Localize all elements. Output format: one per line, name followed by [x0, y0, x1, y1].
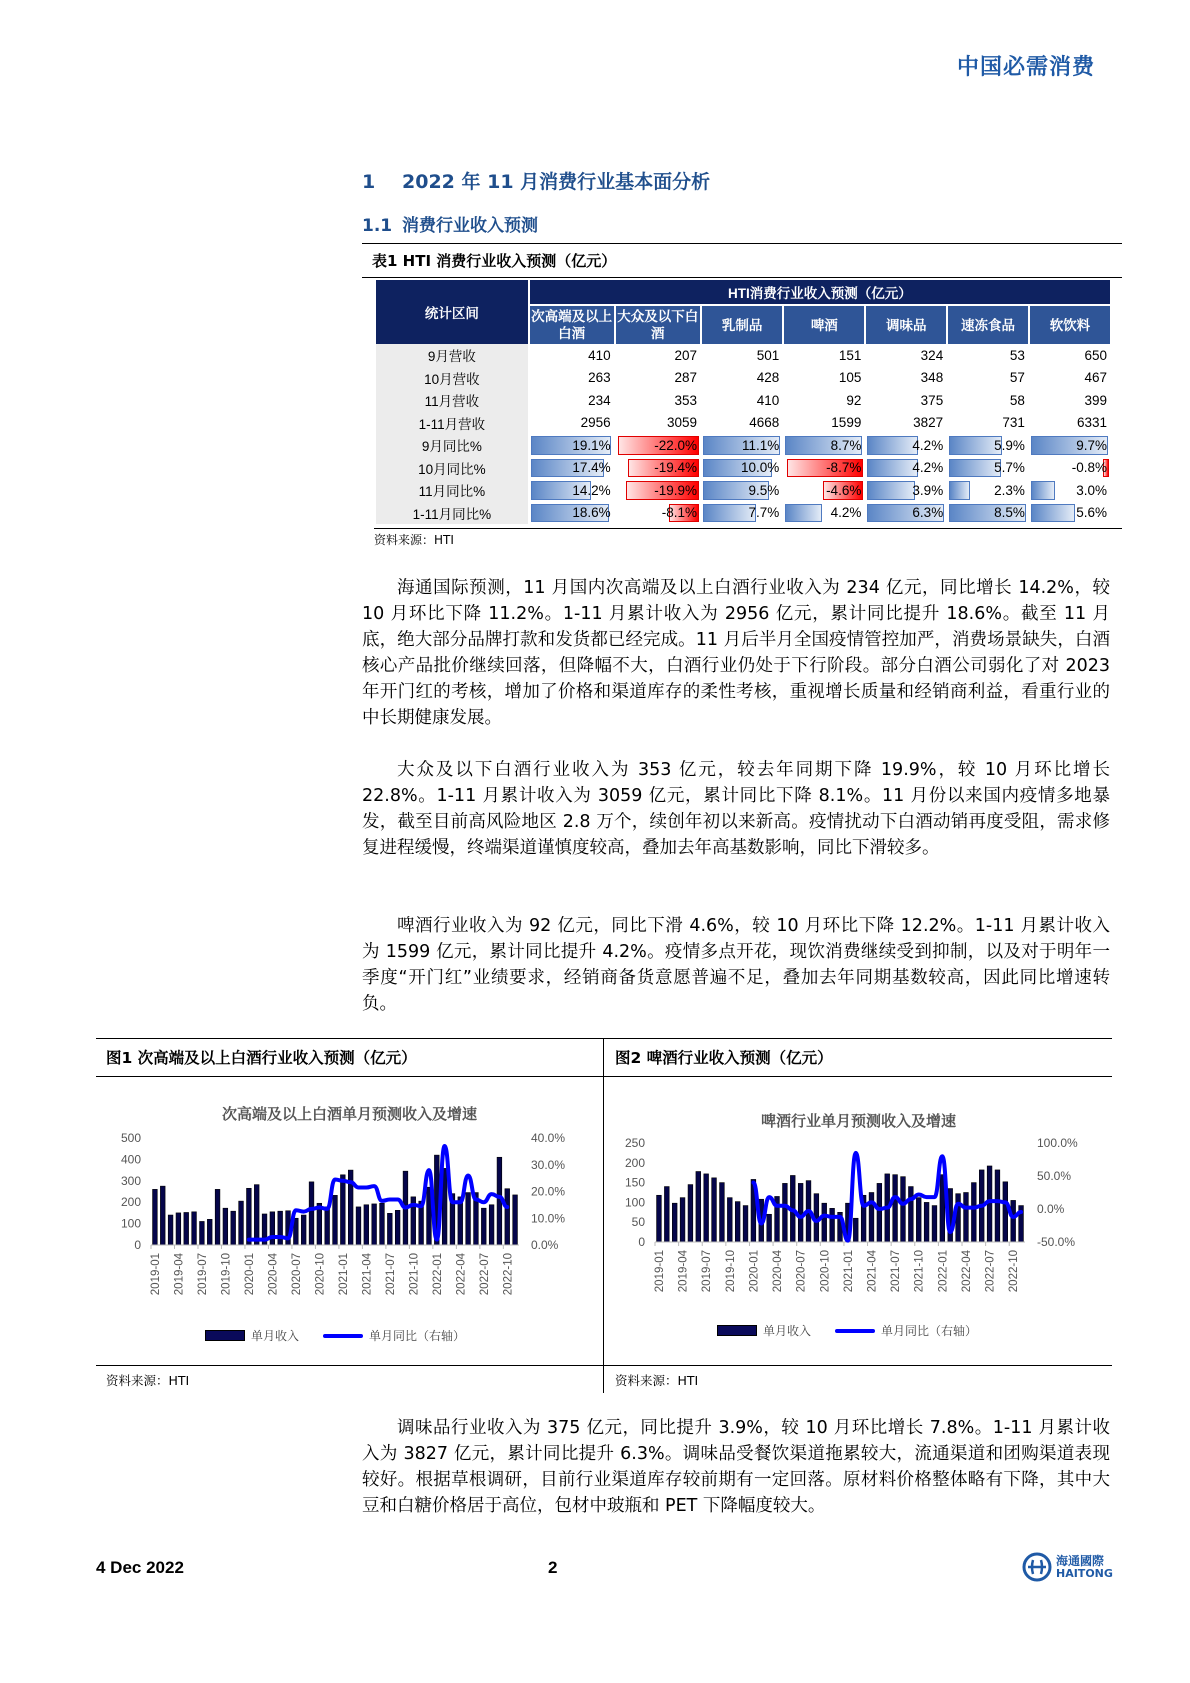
legend-bar-swatch	[205, 1330, 245, 1341]
figure2-source: 资料来源：HTI	[615, 1373, 699, 1388]
svg-text:50: 50	[631, 1215, 645, 1230]
svg-text:2021-04: 2021-04	[866, 1250, 879, 1293]
table-cell: 234	[588, 392, 611, 408]
table-cell: 207	[674, 347, 697, 363]
svg-text:2021-10: 2021-10	[913, 1250, 926, 1293]
data-bar	[867, 481, 914, 500]
row-label: 11月同比%	[376, 479, 528, 502]
svg-text:250: 250	[624, 1136, 645, 1150]
svg-text:2022-07: 2022-07	[984, 1250, 997, 1293]
svg-text:2022-01: 2022-01	[431, 1253, 444, 1296]
svg-text:200: 200	[120, 1195, 141, 1210]
chart2-legend: 单月收入 单月同比（右轴）	[717, 1322, 977, 1339]
table-row	[376, 367, 1110, 390]
column-header: 软饮料	[1030, 306, 1110, 344]
svg-text:-50.0%: -50.0%	[1037, 1235, 1076, 1249]
table-row	[376, 457, 1110, 480]
column-header: 速冻食品	[948, 306, 1028, 344]
haitong-logo: 海通國際 HAITONG	[1022, 1552, 1113, 1582]
pct-cell: 3.9%	[866, 479, 946, 502]
table-cell: 399	[1084, 392, 1107, 408]
svg-text:50.0%: 50.0%	[1037, 1169, 1072, 1183]
svg-text:2020-07: 2020-07	[290, 1253, 303, 1296]
haitong-logo-icon	[1022, 1552, 1052, 1582]
table-cell: 467	[1084, 370, 1107, 386]
paragraph: 啤酒行业收入为 92 亿元，同比下滑 4.6%，较 10 月环比下降 12.2%。1-11 月累计收入为 1599 亿元，累计同比提升 4.2%。疫情多点开花，现饮消费继续受到抑制，以及对于明年一季度“开门红”业绩要求，经销商备货意愿普遍不足，叠加去年同期基数较高，因此同比增速转负。	[362, 916, 1110, 1014]
column-header: 次高端及以上白酒	[530, 306, 614, 344]
chart2-title: 啤酒行业单月预测收入及增速	[760, 1112, 956, 1130]
figure2-title: 图2 啤酒行业收入预测（亿元）	[615, 1049, 833, 1067]
figure-top-rule	[96, 1038, 1112, 1039]
section-number: 1	[362, 171, 376, 193]
table-row	[376, 502, 1110, 525]
table-row	[376, 344, 1110, 367]
pct-cell: 19.1%	[530, 434, 614, 457]
pct-cell: 11.1%	[702, 434, 782, 457]
table-cell: 3827	[913, 415, 944, 431]
table-row	[376, 479, 1110, 502]
svg-text:300: 300	[120, 1173, 141, 1188]
column-header: 大众及以下白酒	[616, 306, 700, 344]
svg-text:2019-07: 2019-07	[701, 1250, 714, 1293]
svg-text:2019-01: 2019-01	[149, 1253, 162, 1296]
table-cell: 353	[674, 392, 697, 408]
column-header: 啤酒	[784, 306, 864, 344]
svg-text:2019-07: 2019-07	[196, 1253, 209, 1296]
svg-text:0: 0	[638, 1235, 645, 1249]
svg-text:2019-04: 2019-04	[173, 1253, 186, 1296]
data-bar	[949, 459, 1000, 478]
pct-cell: 5.7%	[948, 457, 1028, 480]
table-row	[376, 412, 1110, 435]
table-source: 资料来源：HTI	[374, 528, 1122, 548]
table-cell: 263	[588, 370, 611, 386]
subsection-heading	[362, 211, 538, 236]
pct-cell: -8.1%	[661, 505, 697, 521]
figure1-title: 图1 次高端及以上白酒行业收入预测（亿元）	[106, 1049, 417, 1067]
pct-cell: 4.2%	[866, 457, 946, 480]
paragraph: 调味品行业收入为 375 亿元，同比提升 3.9%，较 10 月环比增长 7.8%。1-11 月累计收入为 3827 亿元，累计同比提升 6.3%。调味品受餐饮渠道拖累较大，流通渠道和团购渠道表现较好。根据草根调研，目前行业渠道库存较前期有一定回落。原材料价格整体略有下降，其中大豆和白糖价格居于高位，包材中玻瓶和 PET 下降幅度较大。	[362, 1418, 1110, 1516]
table-row	[376, 389, 1110, 412]
page-number: 2	[548, 1558, 558, 1577]
svg-text:2022-04: 2022-04	[455, 1253, 468, 1296]
row-label: 10月同比%	[376, 457, 528, 480]
svg-text:2021-01: 2021-01	[842, 1250, 855, 1293]
svg-text:200: 200	[624, 1155, 645, 1170]
svg-text:2019-10: 2019-10	[220, 1253, 233, 1296]
pct-cell: 4.2%	[866, 434, 946, 457]
paragraph: 大众及以下白酒行业收入为 353 亿元，较去年同期下降 19.9%，较 10 月环比增长 22.8%。1-11 月累计收入为 3059 亿元，累计同比下降 8.1%。11 月份以来国内疫情多地暴发，截至目前高风险地区 2.8 万个，续创年初以来新高。疫情扰动下白酒动销再度受阻，需求修复进程缓慢，终端渠道谨慎度较高，叠加去年高基数影响，同比下滑较多。	[362, 760, 1110, 858]
revenue-forecast-table	[374, 280, 1112, 524]
row-label: 1-11月营收	[376, 412, 528, 435]
pct-cell: 7.7%	[702, 502, 782, 525]
table-cell: 375	[920, 392, 944, 408]
svg-text:100: 100	[624, 1195, 645, 1210]
pct-cell: 5.6%	[1030, 502, 1110, 525]
subsection-title: 消费行业收入预测	[402, 216, 538, 236]
pct-cell: 9.7%	[1030, 434, 1110, 457]
svg-text:2020-10: 2020-10	[819, 1250, 832, 1293]
subsection-number: 1.1	[362, 216, 393, 236]
legend-line-swatch	[323, 1334, 363, 1338]
svg-text:2020-01: 2020-01	[748, 1250, 761, 1293]
chart1-title: 次高端及以上白酒单月预测收入及增速	[221, 1105, 477, 1123]
svg-text:2020-01: 2020-01	[243, 1253, 256, 1296]
table-cell: 1599	[831, 415, 862, 431]
svg-text:100.0%: 100.0%	[1037, 1136, 1078, 1150]
table-title: 表1 HTI 消费行业收入预测（亿元）	[362, 243, 1122, 278]
pct-cell: 8.7%	[784, 434, 864, 457]
pct-cell: 5.9%	[948, 434, 1028, 457]
pct-cell: -22.0%	[616, 434, 700, 457]
figure-source-rule	[96, 1365, 1112, 1366]
row-label: 11月营收	[376, 389, 528, 412]
svg-text:2021-10: 2021-10	[408, 1253, 421, 1296]
data-bar	[867, 436, 918, 455]
table-cell: 53	[1009, 347, 1025, 363]
group-header: HTI消费行业收入预测（亿元）	[530, 280, 1110, 306]
chart2-beer	[605, 1135, 1112, 1330]
svg-text:2020-07: 2020-07	[795, 1250, 808, 1293]
svg-text:2021-04: 2021-04	[361, 1253, 374, 1296]
row-header: 统计区间	[376, 280, 528, 344]
figure1-source: 资料来源：HTI	[106, 1373, 190, 1388]
section-title: 2022 年 11 月消费行业基本面分析	[402, 171, 711, 193]
svg-text:0.0%: 0.0%	[531, 1238, 559, 1252]
table-row	[376, 434, 1110, 457]
row-label: 9月营收	[376, 344, 528, 367]
svg-text:100: 100	[120, 1216, 141, 1231]
table-cell: 2956	[580, 415, 611, 431]
data-bar	[1031, 504, 1075, 523]
data-bar	[867, 459, 918, 478]
pct-cell: 3.0%	[1030, 479, 1110, 502]
table-cell: 324	[920, 347, 944, 363]
svg-text:0: 0	[134, 1238, 141, 1252]
table-cell: 501	[756, 347, 780, 363]
column-header: 乳制品	[702, 306, 782, 344]
svg-text:30.0%: 30.0%	[531, 1157, 566, 1172]
row-label: 9月同比%	[376, 434, 528, 457]
footer-date: 4 Dec 2022	[96, 1558, 184, 1577]
chart1-baijiu	[96, 1130, 603, 1330]
svg-text:2022-10: 2022-10	[502, 1253, 515, 1296]
pct-cell: 8.5%	[948, 502, 1028, 525]
svg-text:0.0%: 0.0%	[1037, 1202, 1065, 1216]
table-cell: 410	[756, 392, 780, 408]
svg-text:2021-01: 2021-01	[337, 1253, 350, 1296]
column-header: 调味品	[866, 306, 946, 344]
svg-text:2022-01: 2022-01	[937, 1250, 950, 1293]
svg-text:2022-04: 2022-04	[960, 1250, 973, 1293]
svg-text:500: 500	[120, 1131, 141, 1145]
svg-text:20.0%: 20.0%	[531, 1184, 566, 1199]
svg-text:2019-04: 2019-04	[677, 1250, 690, 1293]
pct-cell: -4.6%	[784, 479, 864, 502]
table-cell: 428	[756, 370, 780, 386]
row-label: 10月营收	[376, 367, 528, 390]
pct-cell: 17.4%	[530, 457, 614, 480]
pct-cell: -19.4%	[616, 457, 700, 480]
pct-cell: 18.6%	[530, 502, 614, 525]
pct-cell: 9.5%	[702, 479, 782, 502]
table-cell: 3059	[666, 415, 697, 431]
svg-text:2021-07: 2021-07	[384, 1253, 397, 1296]
svg-text:2019-10: 2019-10	[724, 1250, 737, 1293]
figure-divider	[603, 1038, 604, 1393]
svg-text:2022-10: 2022-10	[1008, 1250, 1021, 1293]
header-brand: 中国必需消费	[956, 55, 1095, 80]
svg-text:150: 150	[624, 1175, 645, 1190]
table-cell: 58	[1009, 392, 1025, 408]
table-cell: 410	[588, 347, 611, 363]
svg-text:2020-04: 2020-04	[772, 1250, 785, 1293]
pct-cell: 6.3%	[866, 502, 946, 525]
table-cell: 731	[1002, 415, 1025, 431]
row-label: 1-11月同比%	[376, 502, 528, 525]
data-bar	[1031, 481, 1055, 500]
pct-cell: 2.3%	[948, 479, 1028, 502]
svg-text:2022-07: 2022-07	[478, 1253, 491, 1296]
svg-text:40.0%: 40.0%	[531, 1131, 566, 1145]
pct-cell: 10.0%	[702, 457, 782, 480]
pct-cell: -0.8%	[1071, 460, 1107, 476]
legend-bar-swatch	[717, 1325, 757, 1336]
table-cell: 151	[838, 347, 862, 363]
table-cell: 348	[920, 370, 944, 386]
figure-title-rule	[96, 1076, 1112, 1077]
svg-text:2021-07: 2021-07	[890, 1250, 903, 1293]
svg-text:10.0%: 10.0%	[531, 1211, 566, 1226]
paragraph: 海通国际预测，11 月国内次高端及以上白酒行业收入为 234 亿元，同比增长 14.2%，较 10 月环比下降 11.2%。1-11 月累计收入为 2956 亿元，累计同比提升 18.6%。截至 11 月底，绝大部分品牌打款和发货都已经完成。11 月后半月全国疫情管控加严，消费场景缺失，白酒核心产品批价继续回落，但降幅不大，白酒行业仍处于下行阶段。部分白酒公司弱化了对 2023 年开门红的考核，增加了价格和渠道库存的柔性考核，重视增长质量和经销商利益，看重行业的中长期健康发展。	[362, 578, 1110, 728]
table-cell: 105	[838, 370, 862, 386]
table-cell: 4668	[749, 415, 780, 431]
pct-cell: 14.2%	[530, 479, 614, 502]
svg-text:2020-10: 2020-10	[314, 1253, 327, 1296]
pct-cell: -8.7%	[784, 457, 864, 480]
table-cell: 287	[674, 370, 697, 386]
data-bar	[949, 481, 970, 500]
table-cell: 57	[1009, 370, 1025, 386]
chart1-legend: 单月收入 单月同比（右轴）	[205, 1327, 465, 1344]
legend-line-swatch	[835, 1329, 875, 1333]
svg-text:400: 400	[120, 1152, 141, 1167]
pct-cell: 4.2%	[784, 502, 864, 525]
table-cell: 6331	[1076, 415, 1107, 431]
data-bar	[785, 504, 822, 523]
svg-text:2020-04: 2020-04	[267, 1253, 280, 1296]
section-heading	[362, 167, 710, 194]
pct-cell: -19.9%	[616, 479, 700, 502]
table-cell: 650	[1084, 347, 1107, 363]
table-cell: 92	[846, 392, 862, 408]
svg-text:2019-01: 2019-01	[653, 1250, 666, 1293]
